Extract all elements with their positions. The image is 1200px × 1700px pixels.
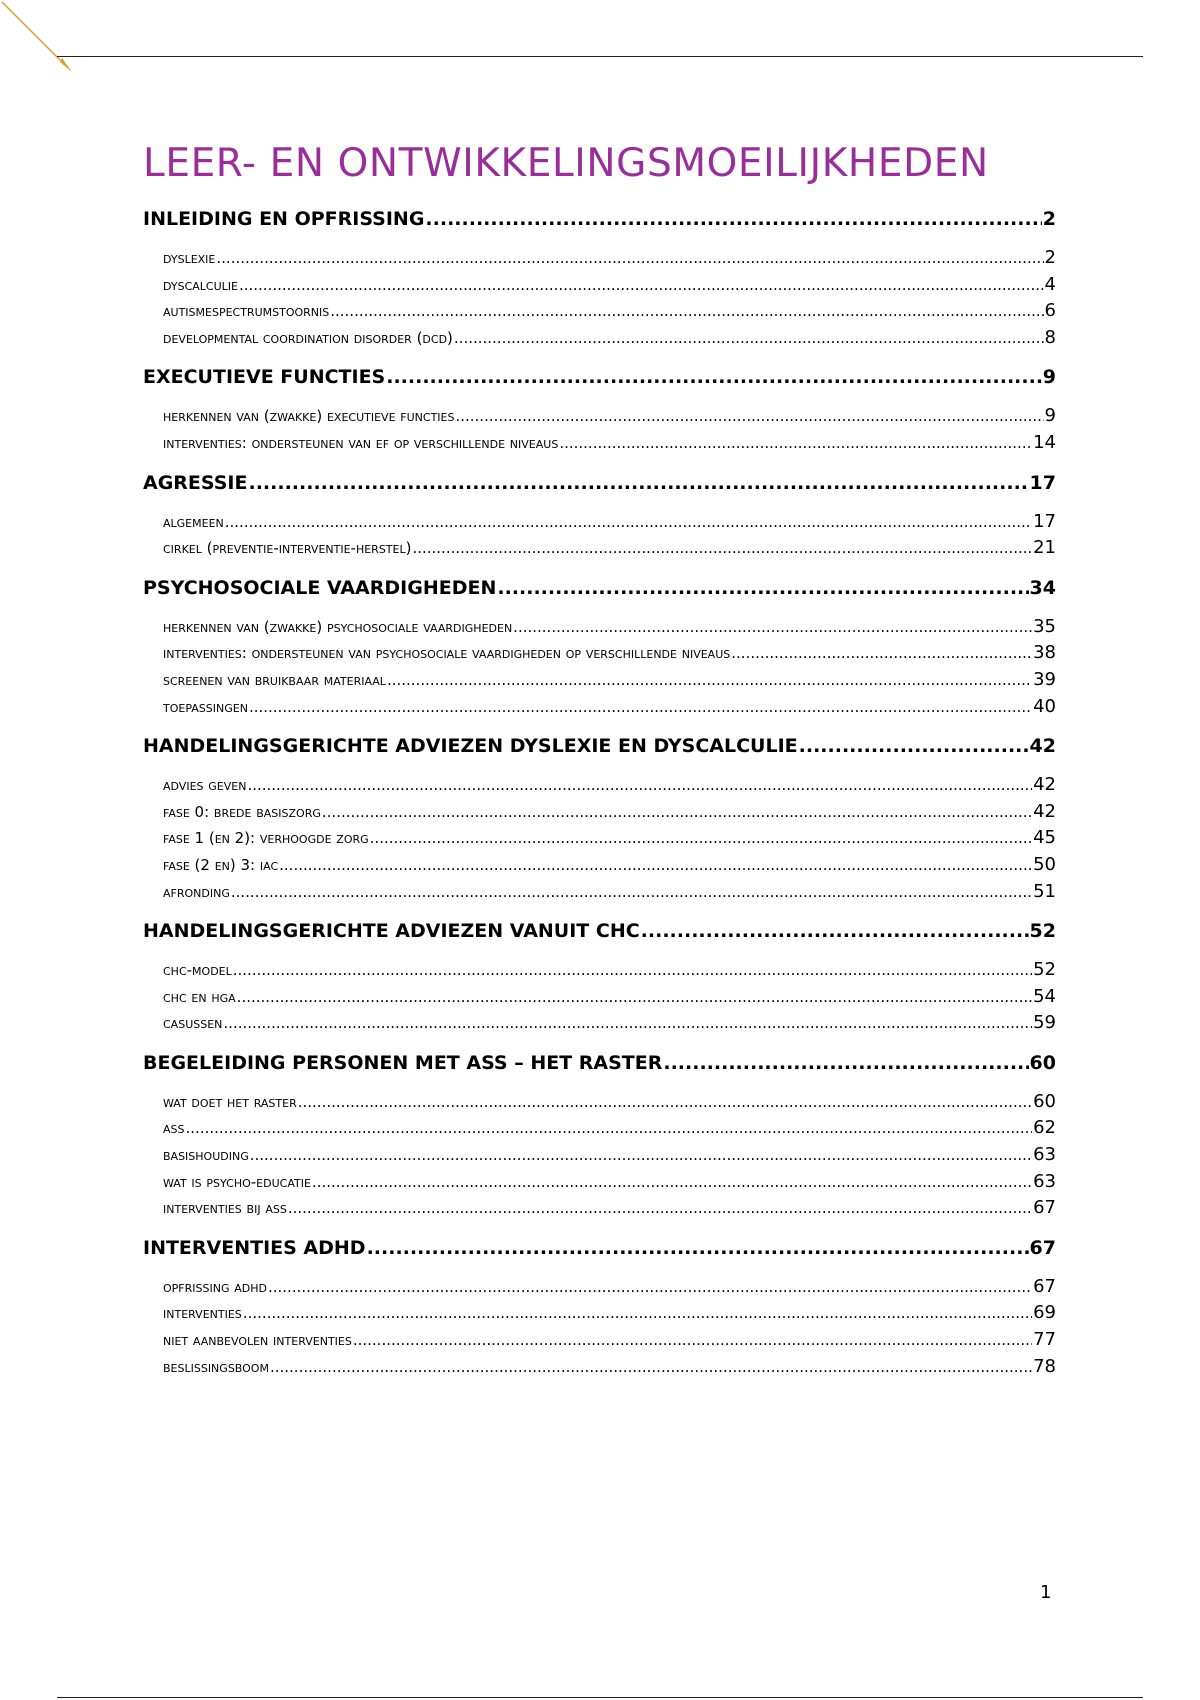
toc-subentry-label: chc en hga [163,987,236,1006]
toc-subentries [143,403,1056,456]
toc-section [143,732,1056,905]
toc-subentry-page: 67 [1033,1275,1056,1297]
toc-subentry[interactable] [143,879,1056,906]
toc-heading-entry[interactable] [143,917,1056,957]
toc-dot-leader [353,1327,1032,1354]
toc-subentry[interactable] [143,403,1056,430]
header-rule [57,56,1143,57]
toc-heading-entry[interactable] [143,205,1056,245]
toc-dot-leader [233,957,1032,984]
toc-dot-leader [239,272,1044,299]
toc-dot-leader [387,667,1032,694]
toc-subentry[interactable] [143,1115,1056,1142]
toc-subentry-label: herkennen van (zwakke) executieve functies [163,407,455,426]
toc-heading-page: 42 [1029,735,1056,758]
toc-subentry-page: 78 [1033,1355,1056,1377]
toc-subentries [143,957,1056,1037]
toc-dot-leader [250,1142,1032,1169]
toc-subentry-page: 39 [1033,668,1056,690]
toc-subentries [143,1089,1056,1222]
toc-subentries [143,614,1056,720]
toc-subentry-label: wat is psycho-educatie [163,1172,311,1191]
toc-dot-leader [237,984,1032,1011]
toc-subentry-label: cirkel (preventie-interventie-herstel) [163,539,412,558]
toc-subentry[interactable] [143,614,1056,641]
toc-heading-label: HANDELINGSGERICHTE ADVIEZEN DYSLEXIE EN DYSCALCULIE [143,735,798,758]
toc-subentry-label: niet aanbevolen interventies [163,1331,352,1350]
toc-subentry-page: 42 [1033,774,1056,796]
toc-section [143,917,1056,1037]
toc-section [143,1049,1056,1222]
toc-subentry-page: 40 [1033,695,1056,717]
toc-subentry-page: 50 [1033,853,1056,875]
toc-subentry-label: advies geven [163,776,247,795]
toc-subentry[interactable] [143,430,1056,457]
toc-heading-label: BEGELEIDING PERSONEN MET ASS – HET RASTER [143,1051,663,1074]
toc-dot-leader [270,1354,1032,1381]
toc-subentry-page: 4 [1044,273,1056,295]
toc-dot-leader [248,469,1028,497]
toc-dot-leader [312,1169,1032,1196]
toc-subentry-label: fase 1 (en 2): verhoogde zorg [163,829,369,848]
toc-subentry[interactable] [143,272,1056,299]
toc-dot-leader [186,1115,1033,1142]
toc-subentry-page: 14 [1033,431,1056,453]
toc-subentry-page: 63 [1033,1144,1056,1166]
toc-subentry-page: 69 [1033,1302,1056,1324]
toc-heading-entry[interactable] [143,574,1056,614]
toc-subentry-label: opfrissing adhd [163,1277,267,1296]
toc-subentry[interactable] [143,1300,1056,1327]
toc-section [143,469,1056,562]
toc-heading-entry[interactable] [143,1234,1056,1274]
toc-subentry[interactable] [143,509,1056,536]
toc-subentry-page: 51 [1033,880,1056,902]
toc-subentry[interactable] [143,667,1056,694]
toc-subentry-page: 9 [1044,405,1056,427]
toc-heading-page: 60 [1029,1051,1056,1074]
toc-subentry-label: autismespectrumstoornis [163,302,330,321]
toc-subentry[interactable] [143,694,1056,721]
toc-subentry-page: 67 [1033,1197,1056,1219]
toc-dot-leader [225,509,1032,536]
toc-subentry[interactable] [143,325,1056,352]
toc-subentry-page: 60 [1033,1090,1056,1112]
toc-subentries [143,1274,1056,1380]
footer-rule [57,1697,1143,1698]
toc-heading-label: AGRESSIE [143,471,248,494]
toc-subentry-label: algemeen [163,512,224,531]
toc-heading-page: 2 [1042,208,1056,230]
page-number: 1 [1040,1582,1052,1603]
toc-dot-leader [513,614,1032,641]
toc-subentry[interactable] [143,245,1056,272]
toc-subentry[interactable] [143,1169,1056,1196]
toc-subentry[interactable] [143,1327,1056,1354]
toc-subentry[interactable] [143,535,1056,562]
toc-subentry-label: developmental coordination disorder (dcd) [163,328,453,347]
toc-dot-leader [216,245,1043,272]
toc-dot-leader [330,298,1043,325]
toc-heading-entry[interactable] [143,469,1056,509]
toc-subentry-page: 2 [1044,247,1056,268]
toc-subentry-label: afronding [163,882,230,901]
toc-section [143,363,1056,456]
table-of-contents [143,205,1056,1392]
toc-dot-leader [663,1049,1028,1077]
toc-heading-page: 52 [1029,920,1056,943]
toc-subentry-page: 35 [1033,615,1056,637]
toc-subentry-label: interventies: ondersteunen van ef op verschillende niveaus [163,433,559,452]
toc-heading-label: INLEIDING EN OPFRISSING [143,208,425,230]
document-title: LEER- EN ONTWIKKELINGSMOEILIJKHEDEN [143,141,989,186]
toc-subentry-page: 52 [1033,959,1056,981]
toc-subentry-label: herkennen van (zwakke) psychosociale vaardigheden [163,617,513,636]
toc-heading-entry[interactable] [143,363,1056,403]
toc-subentry[interactable] [143,772,1056,799]
toc-subentry-label: chc-model [163,961,232,980]
toc-subentry[interactable] [143,1354,1056,1381]
toc-subentry-page: 8 [1044,326,1056,348]
toc-subentry-label: basishouding [163,1146,249,1165]
toc-dot-leader [425,205,1041,233]
toc-subentry[interactable] [143,1089,1056,1116]
toc-dot-leader [243,1300,1032,1327]
toc-heading-entry[interactable] [143,732,1056,772]
toc-dot-leader [455,403,1043,430]
toc-dot-leader [223,1010,1032,1037]
toc-dot-leader [279,852,1032,879]
toc-dot-leader [641,917,1029,945]
toc-section [143,205,1056,351]
toc-dot-leader [370,825,1032,852]
toc-subentry[interactable] [143,984,1056,1011]
toc-subentry[interactable] [143,640,1056,667]
toc-heading-page: 67 [1029,1236,1056,1259]
toc-subentry-label: ass [163,1119,185,1138]
toc-subentry[interactable] [143,1142,1056,1169]
toc-dot-leader [559,430,1032,457]
toc-subentry[interactable] [143,852,1056,879]
toc-subentry-page: 6 [1044,300,1056,322]
toc-subentries [143,245,1056,351]
corner-crop-mark [0,0,80,80]
toc-subentry-page: 42 [1033,800,1056,822]
toc-section [143,574,1056,720]
toc-subentry-label: fase (2 en) 3: iac [163,855,279,874]
toc-dot-leader [412,535,1032,562]
toc-heading-label: PSYCHOSOCIALE VAARDIGHEDEN [143,576,497,599]
toc-subentry-label: fase 0: brede basiszorg [163,802,321,821]
toc-dot-leader [268,1274,1032,1301]
toc-heading-page: 34 [1029,576,1056,599]
toc-subentry-page: 38 [1033,642,1056,664]
toc-subentry-label: toepassingen [163,697,248,716]
toc-dot-leader [799,732,1029,760]
toc-dot-leader [497,574,1028,602]
toc-section [143,1234,1056,1380]
toc-subentry-label: interventies [163,1304,242,1323]
toc-subentry-label: screenen van bruikbaar materiaal [163,670,386,689]
toc-heading-page: 9 [1042,366,1056,389]
toc-subentry-label: casussen [163,1014,223,1033]
toc-subentry[interactable] [143,1274,1056,1301]
toc-subentry-label: beslissingsboom [163,1357,269,1376]
toc-dot-leader [731,640,1032,667]
toc-heading-page: 17 [1029,471,1056,494]
toc-subentry-page: 59 [1033,1012,1056,1034]
toc-dot-leader [288,1195,1032,1222]
toc-subentry-page: 21 [1033,537,1056,559]
toc-subentry-label: wat doet het raster [163,1092,297,1111]
toc-subentry-page: 45 [1033,827,1056,849]
toc-subentry-page: 77 [1033,1329,1056,1351]
toc-subentry-label: dyscalculie [163,275,238,294]
toc-dot-leader [367,1234,1029,1262]
toc-dot-leader [454,325,1044,352]
toc-heading-entry[interactable] [143,1049,1056,1089]
toc-subentry-page: 17 [1033,510,1056,532]
toc-subentries [143,509,1056,562]
toc-heading-label: HANDELINGSGERICHTE ADVIEZEN VANUIT CHC [143,920,640,943]
toc-dot-leader [322,799,1032,826]
toc-dot-leader [231,879,1032,906]
toc-subentry-page: 63 [1033,1170,1056,1192]
toc-subentry[interactable] [143,1195,1056,1222]
toc-dot-leader [298,1089,1032,1116]
toc-subentry-label: dyslexie [163,249,216,267]
toc-subentry[interactable] [143,799,1056,826]
toc-dot-leader [247,772,1032,799]
toc-heading-label: INTERVENTIES ADHD [143,1236,366,1259]
toc-dot-leader [249,694,1032,721]
toc-subentry[interactable] [143,825,1056,852]
toc-subentry[interactable] [143,1010,1056,1037]
toc-subentry[interactable] [143,957,1056,984]
toc-subentries [143,772,1056,905]
toc-subentry[interactable] [143,298,1056,325]
toc-subentry-page: 62 [1033,1117,1056,1139]
toc-subentry-label: interventies: ondersteunen van psychosociale vaardigheden op verschillende niveaus [163,644,731,663]
toc-subentry-label: interventies bij ass [163,1199,287,1218]
toc-dot-leader [386,363,1042,391]
toc-subentry-page: 54 [1033,985,1056,1007]
toc-heading-label: EXECUTIEVE FUNCTIES [143,366,386,389]
